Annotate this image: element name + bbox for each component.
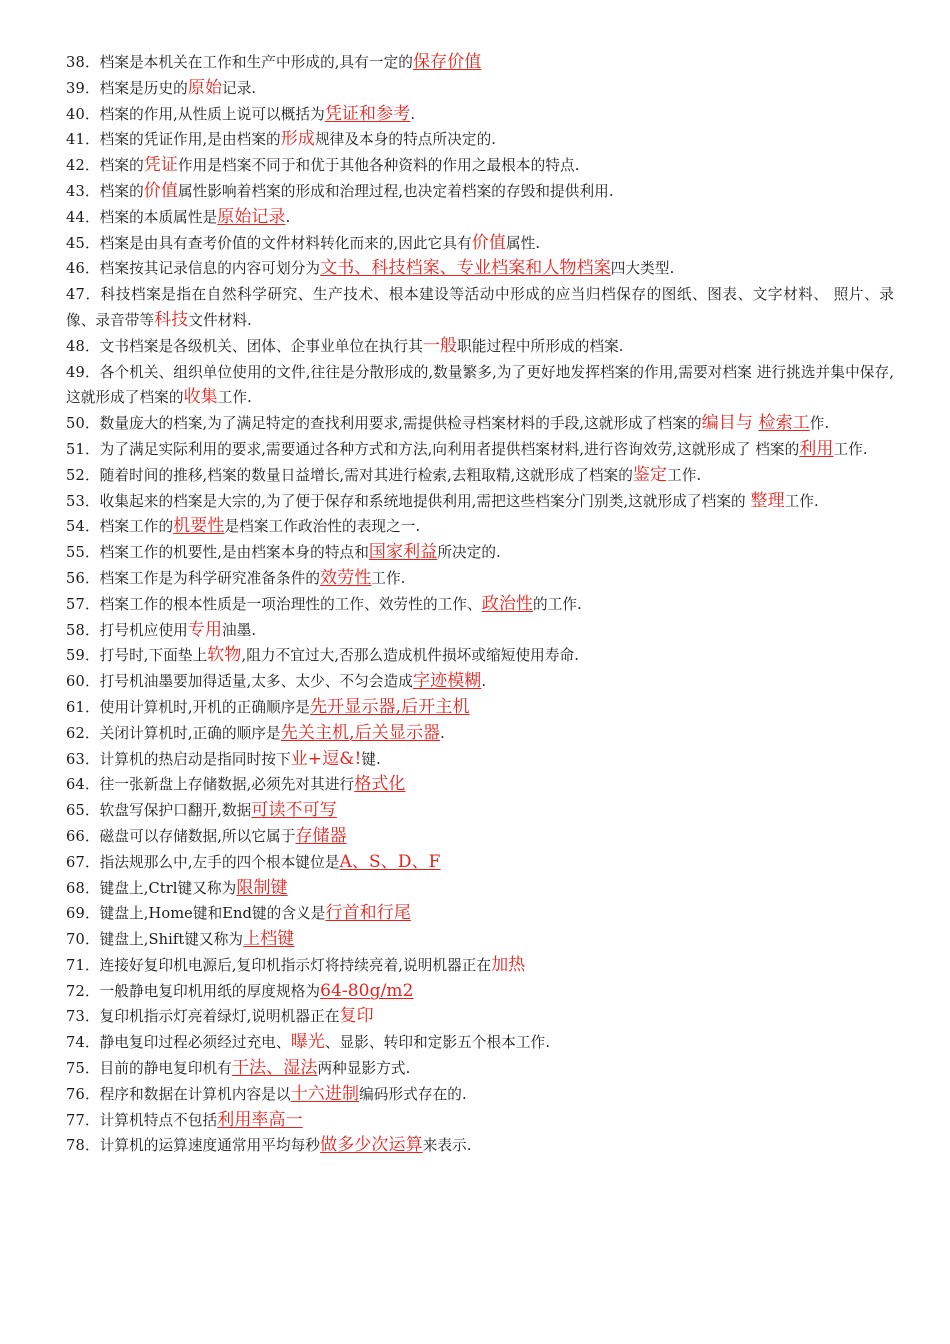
question-text: ．打号机油墨要加得适量,太多、太少、不匀会造成 — [84, 673, 413, 691]
answer-highlight: 利用率高一 — [217, 1109, 303, 1130]
question-item — [66, 643, 894, 669]
question-item — [66, 953, 894, 979]
question-number: 51 — [66, 440, 85, 458]
answer-highlight: 做多少次运算 — [320, 1135, 423, 1156]
question-number: 40 — [66, 105, 85, 123]
question-number: 70 — [66, 931, 85, 949]
question-number: 62 — [66, 724, 85, 742]
question-text: 四大类型. — [610, 260, 675, 278]
question-text: 是档案工作政治性的表现之一. — [224, 518, 421, 536]
question-number: 58 — [66, 621, 85, 639]
question-text: ．档案是历史的 — [84, 79, 188, 97]
answer-highlight: 效劳性 — [320, 567, 372, 588]
question-text: ．档案的作用,从性质上说可以概括为 — [84, 105, 325, 123]
answer-highlight: 编目与 — [701, 413, 759, 434]
question-text: 作. — [809, 415, 830, 433]
question-item — [66, 798, 894, 824]
answer-highlight: 行首和行尾 — [325, 903, 411, 924]
question-text: 键. — [361, 750, 381, 768]
question-text: ．科技档案是指在自然科学研究、生产技术、根本建设等活动中形成的应当归档保存的图纸、图表、文字材料、 照片、录像、录音带等 — [66, 286, 894, 329]
question-number: 75 — [66, 1060, 85, 1078]
answer-highlight: 业+逗&! — [290, 748, 362, 769]
question-text: 、显影、转印和定影五个根本工作. — [324, 1034, 551, 1052]
question-item — [66, 282, 894, 334]
answer-highlight: 专用 — [187, 619, 223, 640]
question-number: 66 — [66, 827, 85, 845]
question-item — [66, 669, 894, 695]
question-text: ,阻力不宜过大,否那么造成机件损坏或缩短使用寿命. — [241, 647, 579, 665]
question-number: 64 — [66, 776, 85, 794]
question-text: ．计算机特点不包括 — [84, 1111, 218, 1129]
document-body — [66, 50, 894, 1159]
question-text: ．计算机的热启动是指同时按下 — [84, 750, 291, 768]
question-item — [66, 231, 894, 257]
question-item — [66, 876, 894, 902]
answer-highlight: 先关主机,后关显示器 — [280, 722, 441, 743]
answer-highlight: 整理 — [750, 490, 785, 511]
question-text: 两种显影方式. — [317, 1060, 411, 1078]
question-text: ．档案的凭证作用,是由档案的 — [84, 131, 281, 149]
question-number: 60 — [66, 673, 85, 691]
question-item — [66, 566, 894, 592]
question-text: ．收集起来的档案是大宗的,为了便于保存和系统地提供利用,需把这些档案分门别类,这就形成了档案的 — [84, 492, 751, 510]
question-number: 42 — [66, 157, 85, 175]
question-text: ．档案的 — [84, 157, 144, 175]
answer-highlight: 收集 — [183, 387, 218, 408]
question-number: 52 — [66, 466, 85, 484]
question-number: 78 — [66, 1137, 85, 1155]
question-text: 规律及本身的特点所决定的. — [314, 131, 497, 149]
question-number: 47 — [66, 286, 85, 304]
question-item — [66, 102, 894, 128]
question-text: ．目前的静电复印机有 — [84, 1060, 232, 1078]
question-text: ．档案工作的根本性质是一项治理性的工作、效劳性的工作、 — [84, 595, 482, 613]
question-text: ．关闭计算机时,正确的顺序是 — [84, 724, 281, 742]
answer-highlight: 检索工 — [758, 413, 810, 434]
question-number: 63 — [66, 750, 85, 768]
answer-highlight: A、S、D、F — [339, 851, 441, 872]
answer-highlight: 曝光 — [290, 1032, 325, 1053]
answer-highlight: 原始 — [187, 77, 223, 98]
question-number: 41 — [66, 131, 85, 149]
question-text: ．数量庞大的档案,为了满足特定的查找利用要求,需提供检寻档案材料的手段,这就形成了档案的 — [84, 415, 702, 433]
answer-highlight: 干法、湿法 — [231, 1058, 318, 1079]
answer-highlight: 价值 — [471, 232, 506, 253]
question-text: ．复印机指示灯亮着绿灯,说明机器正在 — [84, 1008, 340, 1026]
question-number: 50 — [66, 415, 85, 433]
question-text: ．键盘上,Shift键又称为 — [84, 931, 244, 949]
question-number: 45 — [66, 234, 85, 252]
question-number: 44 — [66, 208, 85, 226]
question-item — [66, 205, 894, 231]
question-item — [66, 50, 894, 76]
answer-highlight: 64-80g/m2 — [320, 980, 414, 1001]
question-text: ．档案是本机关在工作和生产中形成的,具有一定的 — [84, 54, 413, 71]
question-item — [66, 489, 894, 515]
question-text: ．往一张新盘上存储数据,必须先对其进行 — [84, 776, 355, 794]
question-text: ．档案工作是为科学研究准备条件的 — [84, 569, 321, 587]
question-text: 文件材料. — [188, 311, 252, 329]
question-item — [66, 179, 894, 205]
question-text: ．各个机关、组织单位使用的文件,往往是分散形成的,数量繁多,为了更好地发挥档案的作用,需要对档案 进行挑选并集中保存,这就形成了档案的 — [66, 363, 894, 407]
question-item — [66, 437, 894, 463]
question-item — [66, 824, 894, 850]
question-number: 55 — [66, 544, 85, 562]
question-text: 工作. — [784, 492, 819, 510]
question-text: ．键盘上,Home键和End键的含义是 — [84, 905, 326, 923]
question-text: ．连接好复印机电源后,复印机指示灯将持续亮着,说明机器正在 — [84, 956, 492, 974]
question-text: 作用是档案不同于和优于其他各种资料的作用之最根本的特点. — [177, 157, 580, 175]
answer-highlight: 原始记录 — [217, 206, 286, 227]
question-item — [66, 850, 894, 876]
question-text: ．打号机应使用 — [84, 621, 188, 639]
question-number: 77 — [66, 1111, 85, 1129]
question-number: 65 — [66, 802, 85, 820]
question-text: ．档案的 — [84, 182, 144, 200]
question-text: ．计算机的运算速度通常用平均每秒 — [84, 1137, 321, 1155]
question-number: 48 — [66, 337, 85, 355]
question-number: 46 — [66, 260, 85, 278]
question-number: 39 — [66, 79, 85, 97]
question-text: ．使用计算机时,开机的正确顺序是 — [84, 698, 311, 716]
question-text: ．为了满足实际利用的要求,需要通过各种方式和方法,向利用者提供档案材料,进行咨询效劳,这就形成了 档案的 — [84, 440, 800, 458]
answer-highlight: 加热 — [491, 954, 526, 975]
question-item — [66, 1082, 894, 1108]
question-number: 59 — [66, 647, 85, 665]
question-item — [66, 1030, 894, 1056]
question-item — [66, 927, 894, 953]
question-number: 53 — [66, 492, 85, 510]
answer-highlight: 国家利益 — [368, 542, 438, 563]
question-text: ．档案的本质属性是 — [84, 208, 218, 226]
question-text: 工作. — [217, 389, 252, 407]
question-text: ．一般静电复印机用纸的厚度规格为 — [84, 982, 321, 1000]
answer-highlight: 价值 — [143, 180, 178, 201]
question-number: 43 — [66, 182, 85, 200]
answer-highlight: 软物 — [207, 645, 242, 666]
question-item — [66, 747, 894, 773]
question-number: 68 — [66, 879, 85, 897]
question-text: ．软盘写保护口翻开,数据 — [84, 802, 252, 820]
answer-highlight: 凭证和参考 — [324, 103, 411, 124]
question-number: 54 — [66, 518, 85, 536]
question-text: ．档案工作的 — [84, 518, 174, 536]
question-item — [66, 1004, 894, 1030]
question-item — [66, 618, 894, 644]
question-text: ．档案是由具有查考价值的文件材料转化而来的,因此它具有 — [84, 234, 472, 252]
question-text: ．磁盘可以存储数据,所以它属于 — [84, 827, 296, 845]
question-text: ．档案工作的机要性,是由档案本身的特点和 — [84, 544, 369, 562]
question-item — [66, 1056, 894, 1082]
question-item — [66, 772, 894, 798]
question-text: 记录. — [222, 79, 257, 97]
question-text: ．档案按其记录信息的内容可划分为 — [84, 260, 321, 278]
question-number: 74 — [66, 1034, 85, 1052]
answer-highlight: 形成 — [280, 129, 315, 150]
question-item — [66, 592, 894, 618]
answer-highlight: 凭证 — [143, 155, 178, 176]
answer-highlight: 鉴定 — [632, 464, 668, 485]
answer-highlight: 先开显示器,后开主机 — [310, 696, 470, 717]
answer-highlight: 存储器 — [295, 825, 347, 846]
question-text: . — [410, 105, 416, 123]
question-text: ．打号时,下面垫上 — [84, 647, 208, 665]
question-text: ．程序和数据在计算机内容是以 — [84, 1085, 291, 1103]
question-text: 所决定的. — [437, 544, 501, 562]
question-text: . — [440, 724, 445, 742]
question-text: . — [285, 208, 291, 226]
question-item — [66, 979, 894, 1005]
answer-highlight: 上档键 — [243, 929, 295, 950]
question-item — [66, 411, 894, 437]
answer-highlight: 科技 — [154, 309, 189, 330]
question-number: 67 — [66, 853, 85, 871]
question-text: 工作. — [833, 440, 868, 458]
question-text: . — [481, 673, 487, 691]
question-text: 来表示. — [422, 1137, 472, 1155]
question-number: 71 — [66, 956, 85, 974]
question-number: 61 — [66, 698, 85, 716]
answer-highlight: 文书、科技档案、专业档案和人物档案 — [320, 258, 611, 279]
question-item — [66, 360, 894, 412]
question-text: ．指法规那么中,左手的四个根本键位是 — [84, 853, 340, 871]
question-item — [66, 127, 894, 153]
question-item — [66, 76, 894, 102]
answer-highlight: 政治性 — [481, 593, 534, 614]
answer-highlight: 格式化 — [354, 774, 406, 795]
question-text: 编码形式存在的. — [359, 1085, 467, 1103]
question-text: ．随着时间的推移,档案的数量日益增长,需对其进行检索,去粗取精,这就形成了档案的 — [84, 466, 633, 484]
question-text: 属性影响着档案的形成和治理过程,也决定着档案的存毁和提供利用. — [177, 182, 614, 200]
question-number: 49 — [66, 363, 85, 381]
question-item — [66, 334, 894, 360]
question-item — [66, 540, 894, 566]
answer-highlight: 可读不可写 — [251, 800, 337, 821]
question-item — [66, 256, 894, 282]
question-text: ．文书档案是各级机关、团体、企事业单位在执行其 — [84, 337, 423, 355]
question-text: 属性. — [505, 234, 541, 252]
question-item — [66, 901, 894, 927]
answer-highlight: 限制键 — [236, 877, 288, 898]
question-text: 工作. — [667, 466, 702, 484]
question-item — [66, 1133, 894, 1159]
question-text: 的工作. — [533, 595, 582, 613]
question-text: ．键盘上,Ctrl键又称为 — [84, 879, 237, 897]
answer-highlight: 字迹模糊 — [413, 671, 482, 692]
question-number: 72 — [66, 982, 85, 1000]
answer-highlight: 保存价值 — [413, 52, 482, 72]
question-number: 57 — [66, 595, 85, 613]
question-text: 工作. — [371, 569, 406, 587]
question-item — [66, 695, 894, 721]
answer-highlight: 十六进制 — [290, 1083, 360, 1104]
question-item — [66, 1108, 894, 1134]
question-number: 38 — [66, 54, 85, 71]
question-number: 76 — [66, 1085, 85, 1103]
question-item — [66, 721, 894, 747]
question-item — [66, 463, 894, 489]
question-number: 73 — [66, 1008, 85, 1026]
answer-highlight: 机要性 — [173, 516, 225, 537]
question-text: ．静电复印过程必须经过充电、 — [84, 1034, 291, 1052]
answer-highlight: 复印 — [339, 1006, 374, 1027]
question-number: 56 — [66, 569, 85, 587]
question-item — [66, 153, 894, 179]
question-number: 69 — [66, 905, 85, 923]
question-text: 职能过程中所形成的档案. — [457, 337, 624, 355]
question-text: 油墨. — [222, 621, 257, 639]
answer-highlight: 利用 — [799, 438, 834, 459]
question-item — [66, 514, 894, 540]
answer-highlight: 一般 — [422, 335, 458, 356]
